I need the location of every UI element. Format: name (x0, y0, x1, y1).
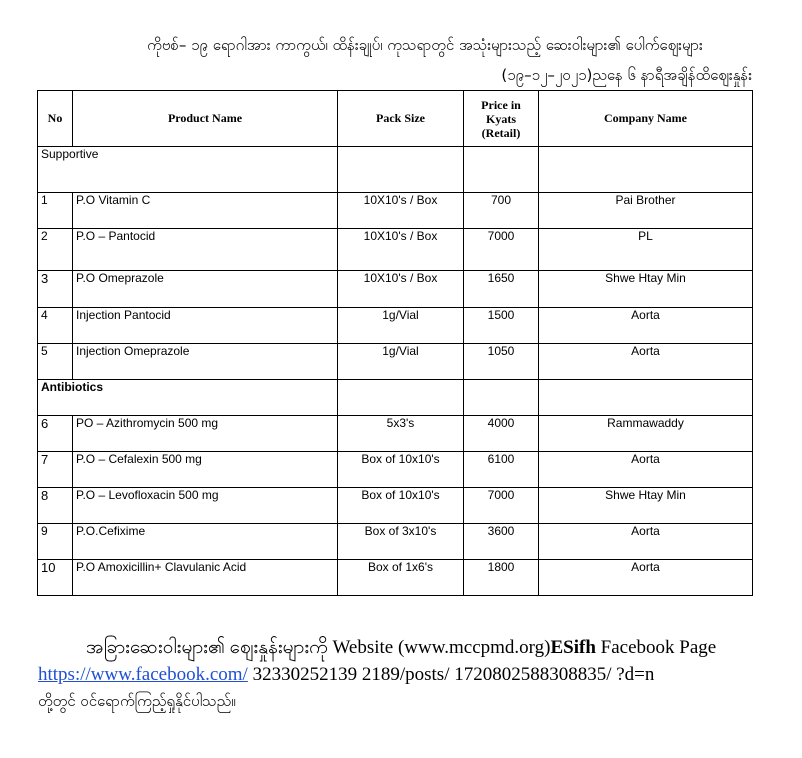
row-product: P.O.Cefixime (73, 524, 338, 560)
row-no: 5 (38, 344, 73, 380)
row-company: Aorta (539, 560, 753, 596)
row-price: 3600 (464, 524, 539, 560)
row-no: 9 (38, 524, 73, 560)
table-header-row (38, 91, 753, 147)
footer-esifh: ESifh (550, 637, 596, 658)
row-price: 6100 (464, 452, 539, 488)
row-company: Aorta (539, 524, 753, 560)
document-title-line2: (၁၉–၁၂–၂၀၂၁)ညနေ ၆ နာရီအချိန်ထိဈေးနှုန်း (501, 66, 752, 84)
row-no: 8 (38, 488, 73, 524)
row-company: Shwe Htay Min (539, 488, 753, 524)
header-no: No (38, 91, 73, 147)
footer-link-rest: 32330252139 2189/posts/ 1720802588308835/ ?d=n (247, 664, 655, 685)
row-product: P.O Omeprazole (73, 271, 338, 308)
row-product: P.O – Pantocid (73, 229, 338, 271)
row-product: P.O Vitamin C (73, 193, 338, 229)
section-row-antibiotics (38, 380, 753, 416)
row-product: P.O – Levofloxacin 500 mg (73, 488, 338, 524)
row-price: 4000 (464, 416, 539, 452)
row-company: Rammawaddy (539, 416, 753, 452)
table-row (38, 271, 753, 308)
row-price: 700 (464, 193, 539, 229)
row-company: Pai Brother (539, 193, 753, 229)
table-row (38, 560, 753, 596)
row-no: 4 (38, 308, 73, 344)
table-row (38, 416, 753, 452)
footer-line-1 (38, 634, 763, 661)
table-row (38, 229, 753, 271)
header-pack-size: Pack Size (338, 91, 464, 147)
footer-note (38, 634, 763, 715)
row-no: 6 (38, 416, 73, 452)
row-product: PO – Azithromycin 500 mg (73, 416, 338, 452)
row-company: Aorta (539, 344, 753, 380)
header-company-name: Company Name (539, 91, 753, 147)
row-price: 7000 (464, 229, 539, 271)
footer-line-2 (38, 661, 763, 688)
row-pack: Box of 3x10's (338, 524, 464, 560)
document-title-line1: ကိုဗစ်– ၁၉ ရောဂါအား ကာကွယ်၊ ထိန်းချုပ်၊ ကုသရာတွင် အသုံးများသည့် ဆေးဝါးများ၏ ပေါက်ဈေးများ (147, 36, 703, 54)
table-row (38, 524, 753, 560)
row-pack: 10X10's / Box (338, 193, 464, 229)
row-product: Injection Omeprazole (73, 344, 338, 380)
row-price: 1800 (464, 560, 539, 596)
footer-line-3: တို့တွင် ဝင်ရောက်ကြည့်ရှုနိုင်ပါသည်။ (38, 692, 236, 710)
row-company: Shwe Htay Min (539, 271, 753, 308)
row-pack: 10X10's / Box (338, 229, 464, 271)
footer-intro: အခြားဆေးဝါးများ၏ ဈေးနှုန်းများကို Website (www.mccpmd.org) (86, 637, 551, 658)
row-pack: 1g/Vial (338, 308, 464, 344)
row-pack: 10X10's / Box (338, 271, 464, 308)
section-title: Supportive (38, 147, 338, 193)
row-company: PL (539, 229, 753, 271)
row-price: 1500 (464, 308, 539, 344)
row-pack: Box of 1x6's (338, 560, 464, 596)
row-company: Aorta (539, 308, 753, 344)
section-title: Antibiotics (38, 380, 338, 416)
table-row (38, 452, 753, 488)
row-product: Injection Pantocid (73, 308, 338, 344)
row-no: 3 (38, 271, 73, 308)
row-pack: Box of 10x10's (338, 488, 464, 524)
row-no: 7 (38, 452, 73, 488)
footer-facebook-page: Facebook Page (595, 637, 717, 658)
header-price: Price in Kyats (Retail) (464, 91, 539, 147)
row-pack: 1g/Vial (338, 344, 464, 380)
row-price: 1050 (464, 344, 539, 380)
table-row (38, 308, 753, 344)
section-row-supportive (38, 147, 753, 193)
row-price: 7000 (464, 488, 539, 524)
header-product-name: Product Name (73, 91, 338, 147)
row-product: P.O Amoxicillin+ Clavulanic Acid (73, 560, 338, 596)
row-price: 1650 (464, 271, 539, 308)
row-product: P.O – Cefalexin 500 mg (73, 452, 338, 488)
table-row (38, 193, 753, 229)
table-row (38, 488, 753, 524)
row-no: 2 (38, 229, 73, 271)
table-row (38, 344, 753, 380)
row-no: 10 (38, 560, 73, 596)
price-table (37, 90, 753, 596)
row-pack: 5x3's (338, 416, 464, 452)
row-company: Aorta (539, 452, 753, 488)
row-no: 1 (38, 193, 73, 229)
row-pack: Box of 10x10's (338, 452, 464, 488)
facebook-link[interactable]: https://www.facebook.com/ (38, 664, 248, 685)
